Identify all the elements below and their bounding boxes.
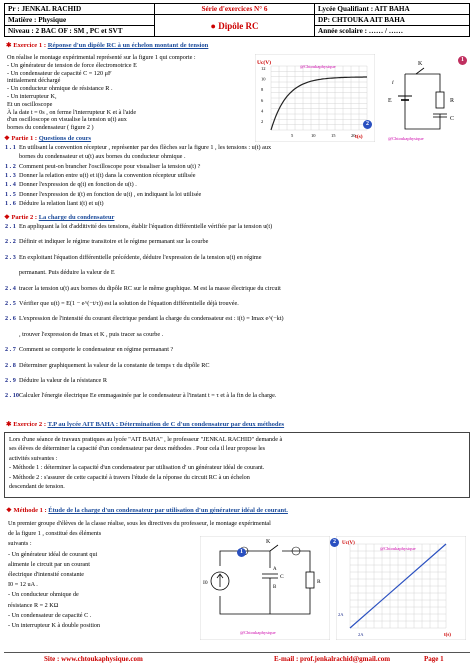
title-text: Dipôle RC xyxy=(218,20,259,31)
text-line: ses élèves de déterminer la capacité d'un condensateur par deux méthodes . Pour cela il leur propose les xyxy=(9,445,266,453)
exercise1-title: Réponse d'un dipôle RC à un échelon montant de tension xyxy=(47,42,209,49)
question-number: 2 . 2 xyxy=(5,238,16,246)
circuit1-i-label: i xyxy=(392,80,394,86)
diamond-icon: ❖ xyxy=(4,135,10,142)
y-tick-label: 12 xyxy=(261,66,266,71)
question-number: 1 . 1 xyxy=(5,144,16,151)
circuit1-C-label: C xyxy=(450,116,455,122)
graph2-ytick: 2A xyxy=(338,612,344,617)
circuit1-K-label: K xyxy=(418,61,423,67)
figure2-graph xyxy=(255,54,375,142)
question-row xyxy=(5,346,173,353)
exercise1-heading xyxy=(6,41,208,49)
graph1-watermark: @Chtoukaphysique xyxy=(300,64,336,69)
part1-heading xyxy=(4,134,91,142)
text-line: On réalise le montage expérimental représenté sur la figure 1 qui comporte : xyxy=(7,54,196,61)
question-text: Comment se comporte le condensateur en régime permanant ? xyxy=(19,346,174,354)
prof-cell: Pr : JENKAL RACHID xyxy=(5,4,155,15)
circuit2-I0-label: I0 xyxy=(203,580,208,586)
exercise1-label: Exercice 1 : xyxy=(13,42,47,49)
text-line: - Un générateur idéal de courant qui xyxy=(8,550,98,558)
question-number: 2 . 4 xyxy=(5,284,16,292)
y-tick-label: 4 xyxy=(261,108,264,114)
niveau-cell: Niveau : 2 BAC OF : SM , PC et SVT xyxy=(5,26,155,37)
text-line: Un premier groupe d'élèves de la classe réalise, sous les directives du professeur, le montage expérimental xyxy=(8,520,271,527)
text-line: descendant de tension. xyxy=(9,483,65,490)
circuit2-B-label: B xyxy=(273,585,277,590)
question-row xyxy=(5,362,209,369)
text-line: - Méthode 2 : s'assurer de cette capacité à travers l'étude de la réponse du circuit RC à un échelon xyxy=(9,473,250,481)
figure1-badge: 1 xyxy=(458,56,467,65)
y-tick-label: 6 xyxy=(261,97,264,103)
exercise2-heading xyxy=(6,420,284,428)
serie-cell: Série d'exercices N° 6 xyxy=(155,4,315,15)
method1-heading xyxy=(6,506,288,514)
text-line: À la date t = 0s , on ferme l'interrupteur K et à l'aide xyxy=(7,108,137,116)
question-number: 2 . 7 xyxy=(5,346,16,354)
question-row xyxy=(5,254,261,261)
question-row xyxy=(5,191,201,198)
circuit2-R-label: R xyxy=(317,579,321,585)
question-text: , trouver l'expression de Imax et K , puis tracer sa courbe . xyxy=(19,330,164,338)
text-line: d'un oscilloscope on visualise la tension u(t) aux xyxy=(7,116,127,124)
question-text: Déduire la valeur de la résistance R xyxy=(19,377,107,384)
circuit2-watermark: @Chtoukaphysique xyxy=(240,630,276,635)
graph1-xlabel: t(s) xyxy=(355,134,363,140)
question-text: Donner l'expression de q(t) en fonction de u(t) . xyxy=(19,181,137,189)
figure2-badge: 2 xyxy=(363,120,372,129)
text-line: I0 = 12 uA . xyxy=(8,581,38,589)
question-number: 2 . 8 xyxy=(5,361,16,369)
question-number: 2 . 3 xyxy=(5,253,16,261)
method1-figure1-badge: 1 xyxy=(237,548,246,557)
question-text: Déterminer graphiquement la valeur de la constante de temps τ du dipôle RC xyxy=(19,361,210,369)
text-line: - Un interrupteur K à double position xyxy=(8,622,101,629)
circuit1-E-label: E xyxy=(388,98,392,104)
question-number: 2 . 9 xyxy=(5,377,16,384)
question-text: bornes du condensateur et u(t) aux bornes du conducteur ohmique . xyxy=(19,153,186,161)
text-line: - Un conducteur ohmique de xyxy=(8,591,79,599)
question-number: 2 . 5 xyxy=(5,300,16,307)
question-number: 1 . 4 xyxy=(5,181,16,189)
footer-site: Site : www.chtoukaphysique.com xyxy=(44,655,143,663)
question-row xyxy=(5,153,186,160)
question-text: Donner l'expression de i(t) en fonction de u(t) , en indiquant la loi utilisée xyxy=(19,190,202,198)
question-text: En appliquant la loi d'additivité des tensions, établir l'équation différentielle vérifiée par la tension u(t) xyxy=(19,223,273,230)
question-row xyxy=(5,331,163,338)
text-line: résistance R = 2 KΩ xyxy=(8,601,59,609)
question-row xyxy=(5,315,284,322)
footer-email: E-mail : prof.jenkalrachid@gmail.com xyxy=(274,655,391,663)
x-tick-label: 15 xyxy=(331,133,336,138)
part2-heading xyxy=(4,213,114,221)
text-line: initialement déchargé xyxy=(7,77,61,85)
text-line: - Un condensateur de capacité C . xyxy=(8,611,92,619)
question-row xyxy=(5,163,200,170)
graph2-xlabel: t(s) xyxy=(444,633,451,638)
text-line: - Un interrupteur K, xyxy=(7,93,57,100)
star-icon: ✱ xyxy=(6,421,12,428)
question-number: 1 . 2 xyxy=(5,162,16,170)
question-text: permanant. Puis déduire la valeur de E xyxy=(19,269,115,277)
graph1-ylabel: Uc(V) xyxy=(257,60,272,66)
lycee-cell: Lycée Qualifiant : AIT BAHA xyxy=(315,4,470,15)
question-number: 1 . 6 xyxy=(5,199,16,207)
question-text: En utilisant la convention récepteur , représenter par des flèches sur la figure 1 , les tensions : u(t) aux xyxy=(19,144,272,151)
text-line: - Un condensateur de capacité C = 120 μF xyxy=(7,69,112,77)
star-icon: ✱ xyxy=(6,42,12,49)
part1-title: Questions de cours xyxy=(38,135,92,142)
question-row xyxy=(5,300,239,307)
circuit2-K-label: K xyxy=(266,539,271,545)
question-text: tracer la tension u(t) aux bornes du dipôle RC sur le même graphique. M est la masse électrique du circuit xyxy=(19,284,281,292)
resistor-symbol xyxy=(306,572,314,588)
method1-circuit xyxy=(200,536,330,640)
figure1-circuit xyxy=(380,54,470,142)
method1-label: Méthode 1 : xyxy=(13,507,47,514)
graph2-watermark: @Chtoukaphysique xyxy=(380,546,416,551)
x-tick-label: 20 xyxy=(351,133,356,138)
text-line: - Un générateur de tension de force électromotrice E xyxy=(7,61,137,69)
diamond-icon: ❖ xyxy=(4,214,10,221)
diamond-icon: ❖ xyxy=(6,507,12,514)
exercise2-label: Exercice 2 : xyxy=(13,421,47,428)
question-text: L'expression de l'intensité du courant électrique pendant la charge du condensateur est : i(t) = Imax e^(−kt) xyxy=(19,315,284,323)
question-text: Donner la relation entre u(t) et i(t) dans la convention récepteur utilisée xyxy=(19,171,196,179)
text-line: Lors d'une séance de travaux pratiques au lycée "AIT BAHA" , le professeur "JENKAL RACHID" demande à xyxy=(9,436,283,443)
text-line: activités suivantes : xyxy=(9,454,58,462)
circuit1-R-label: R xyxy=(450,98,455,104)
question-row xyxy=(5,269,115,276)
dp-cell: DP: CHTOUKA AIT BAHA xyxy=(315,15,470,26)
part1-label: Partie 1 : xyxy=(11,135,38,142)
question-number: 1 . 3 xyxy=(5,171,16,179)
question-row xyxy=(5,223,272,230)
resistor-symbol xyxy=(436,92,444,108)
question-number: 1 . 5 xyxy=(5,190,16,198)
text-line: Et un oscilloscope xyxy=(7,100,53,108)
x-tick-label: 5 xyxy=(291,133,294,138)
text-line: - Méthode 1 : déterminer la capacité d'un condensateur par utilisation d' un générateur idéal de courant. xyxy=(9,464,265,472)
question-text: Vérifier que u(t) = E(1 − e^(−t/τ)) est la solution de l'équation différentielle déjà trouvée. xyxy=(19,300,239,307)
question-text: Comment peut-on brancher l'oscilloscope pour visualiser la tension u(t) ? xyxy=(19,162,201,170)
question-row xyxy=(5,144,271,151)
footer-page: Page 1 xyxy=(424,655,444,663)
question-number: 2 . 10 xyxy=(5,392,19,400)
graph2-xtick: 2A xyxy=(358,632,364,637)
text-line: - Un conducteur ohmique de résistance R . xyxy=(7,85,113,93)
circuit2-C-label: C xyxy=(280,574,284,580)
method1-graph xyxy=(336,536,466,640)
y-tick-label: 10 xyxy=(261,76,266,82)
question-text: Définir et indiquer le régime transitoire et le régime permanant sur la courbe xyxy=(19,238,209,246)
question-row xyxy=(5,172,195,179)
question-row xyxy=(5,200,104,207)
question-text: Calculer l'énergie électrique Ee emmagasinée par le condensateur à l'instant t = τ et à la fin de la charge. xyxy=(19,392,277,400)
y-tick-label: 2 xyxy=(261,119,264,124)
question-row xyxy=(5,392,276,399)
matiere-cell: Matière : Physique xyxy=(5,15,155,26)
page-footer xyxy=(4,652,470,666)
text-line: suivants : xyxy=(8,540,32,548)
header-table xyxy=(4,3,470,37)
question-row xyxy=(5,181,137,188)
x-tick-label: 10 xyxy=(311,133,316,138)
graph2-ylabel: Uc(V) xyxy=(342,541,355,546)
question-row xyxy=(5,377,107,384)
method1-figure2-badge: 2 xyxy=(330,538,339,547)
y-tick-label: 8 xyxy=(261,87,264,93)
part2-title: La charge du condensateur xyxy=(38,214,115,221)
question-row xyxy=(5,285,281,292)
circuit1-watermark: @Chtoukaphysique xyxy=(388,136,424,141)
title-cell: ● Dipôle RC xyxy=(155,15,315,37)
text-line: de la figure 1 , constitué des éléments xyxy=(8,530,102,538)
method1-title: Étude de la charge d'un condensateur par utilisation d'un générateur idéal de courant. xyxy=(48,507,288,514)
question-text: Déduire la relation liant i(t) et u(t) xyxy=(19,199,104,207)
text-line: alimente le circuit par un courant xyxy=(8,560,90,568)
part2-label: Partie 2 : xyxy=(11,214,38,221)
text-line: bornes du condensateur ( figure 2 ) xyxy=(7,124,94,132)
text-line: électrique d'intensité constante xyxy=(8,571,85,578)
question-text: En exploitant l'équation différentielle précédente, déduire l'expression de la tension u(t) en régime xyxy=(19,253,262,261)
exercise2-intro-box xyxy=(4,432,470,498)
question-row xyxy=(5,238,208,245)
exercise2-title: T.P au lycée AIT BAHA : Détermination de C d'un condensateur par deux méthodes xyxy=(47,421,285,428)
question-number: 2 . 1 xyxy=(5,223,16,230)
circuit2-A-label: A xyxy=(273,567,277,572)
question-number: 2 . 6 xyxy=(5,315,16,323)
annee-cell: Année scolaire : …… / …… xyxy=(315,26,470,37)
